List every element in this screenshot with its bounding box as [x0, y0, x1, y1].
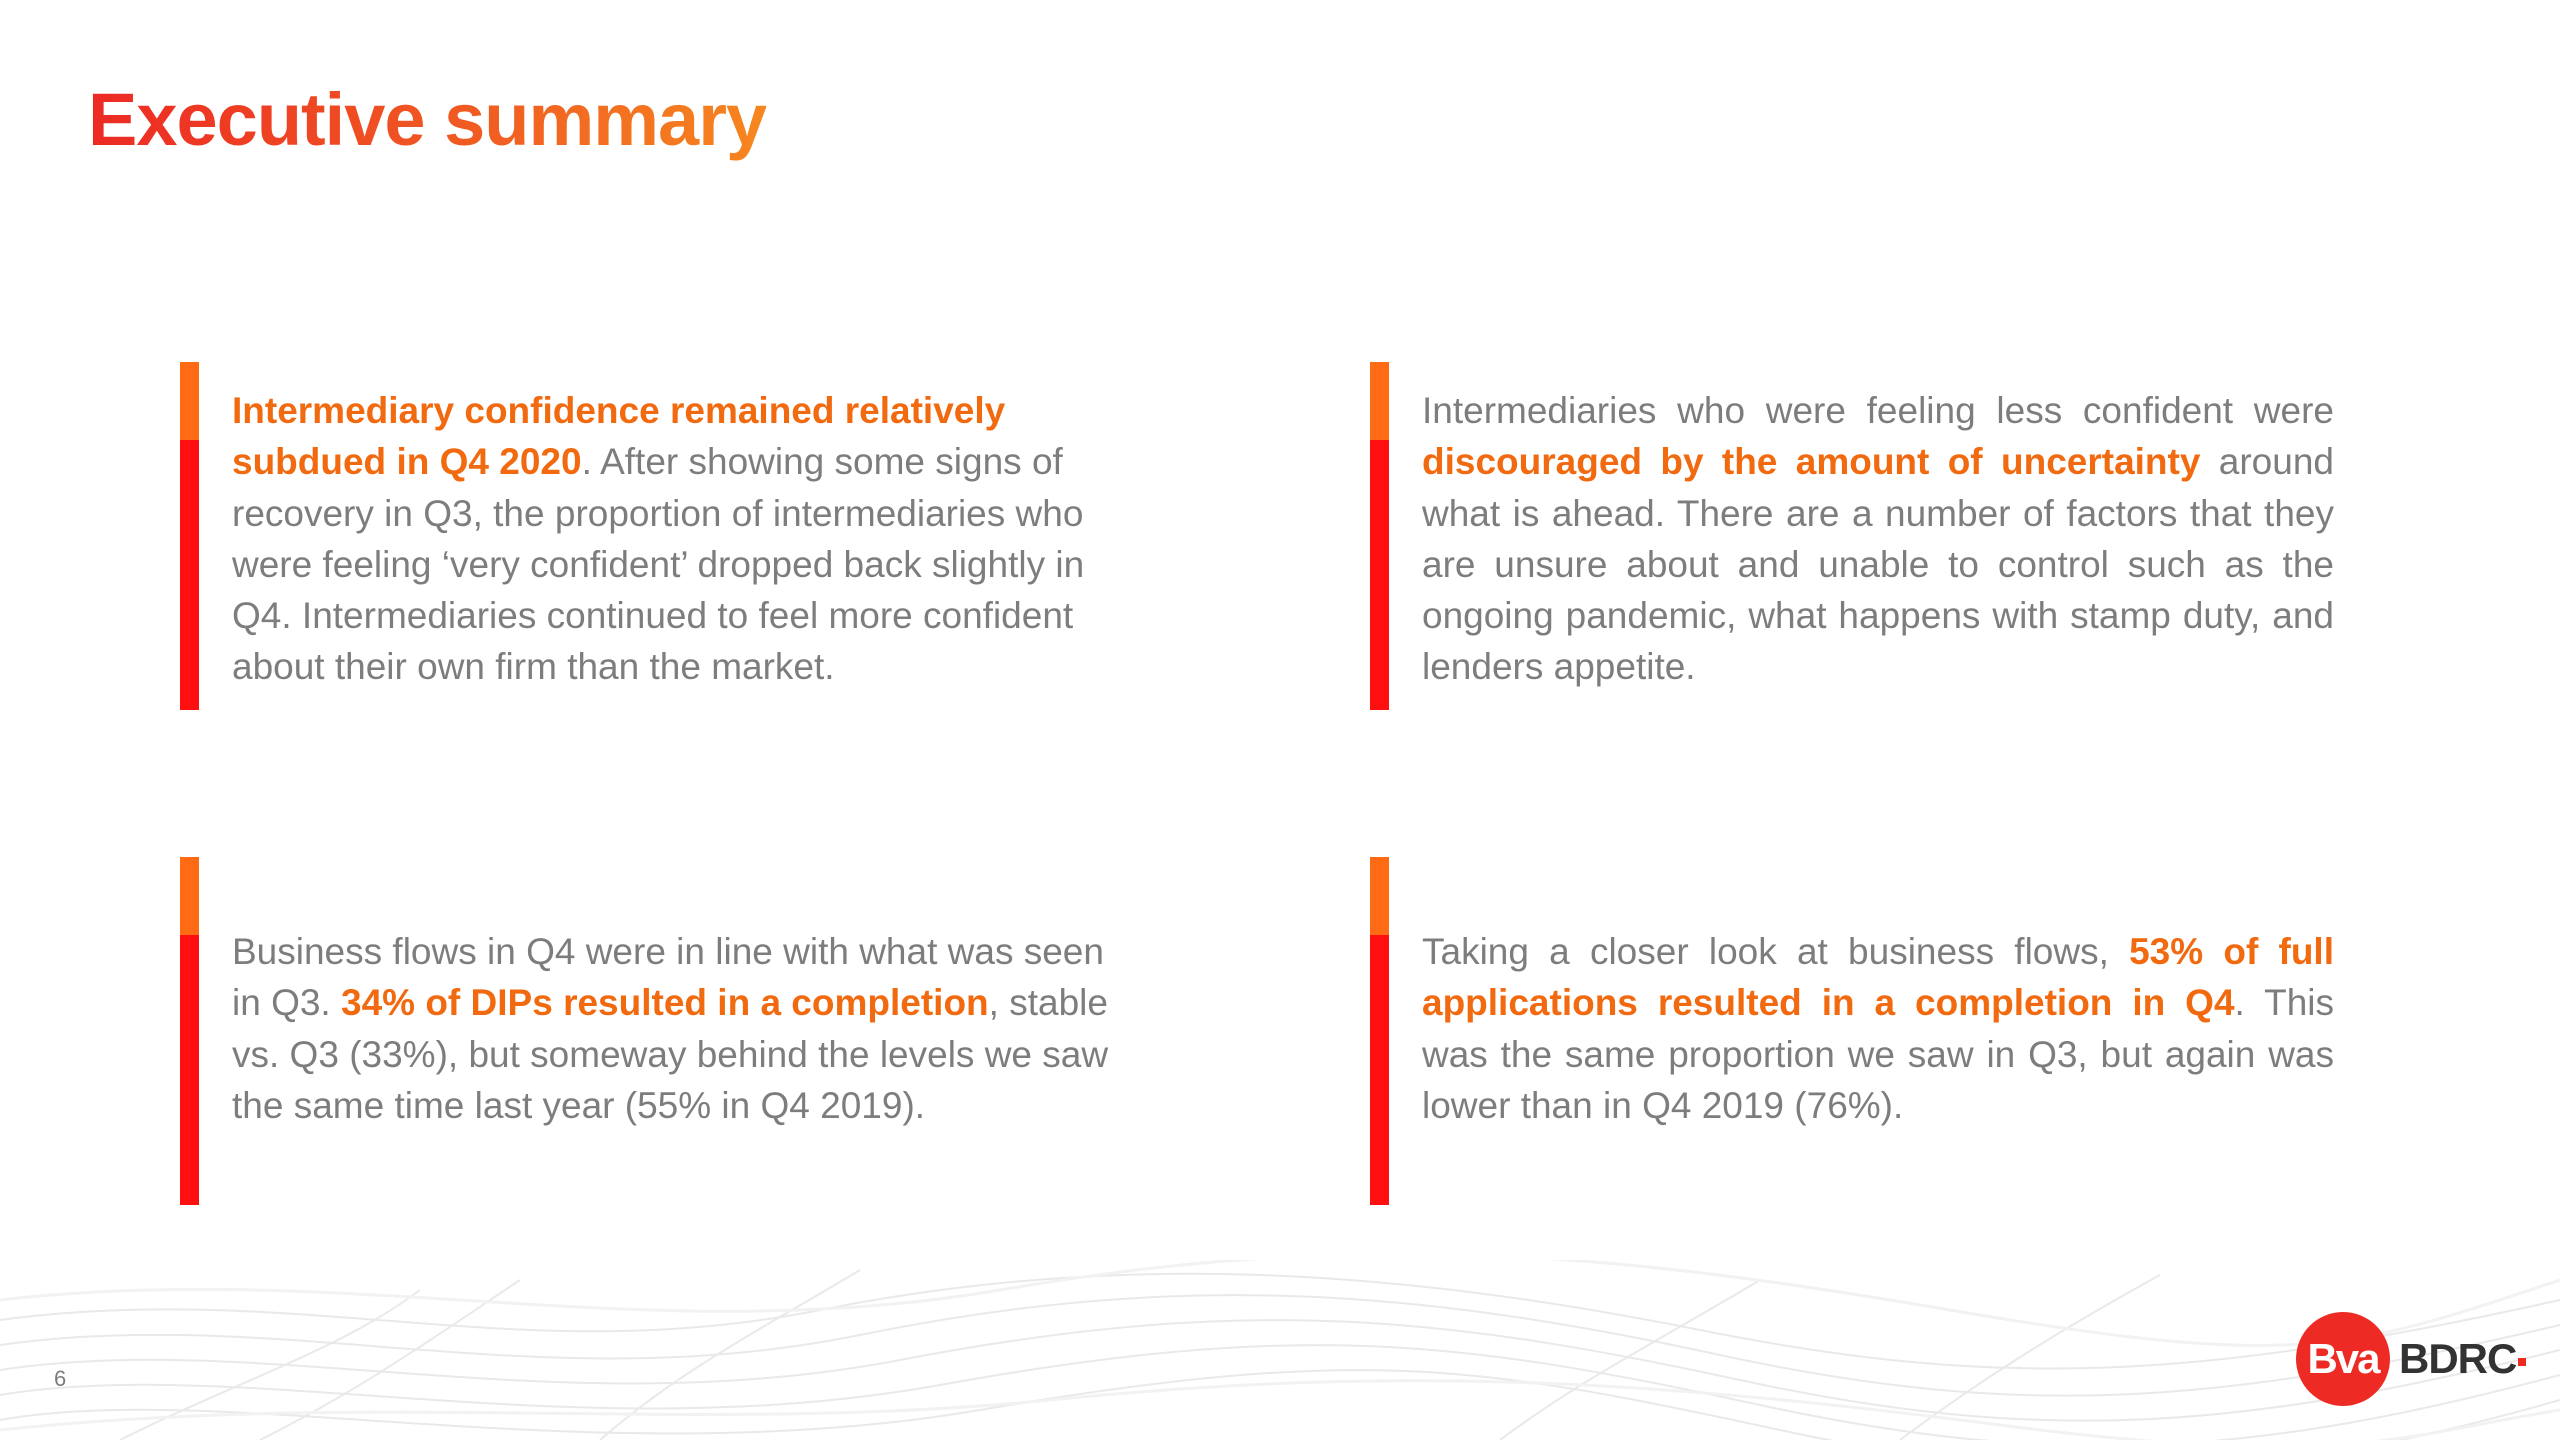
summary-text	[232, 385, 1137, 693]
body-text: Taking a closer look at business flows,	[1422, 931, 2130, 972]
accent-bar	[180, 857, 199, 1205]
summary-text	[232, 926, 1137, 1131]
background-wave-art	[0, 1260, 2560, 1440]
body-text: . After showing some signs of recovery in Q3, the proportion of intermediaries who were feeling ‘very confident’ dropped back slightly in Q4. Intermediaries continued to feel more confident about their own firm than the market.	[232, 441, 1085, 688]
highlight-text: discouraged by the amount of uncertainty	[1422, 441, 2201, 483]
logo-dot	[2518, 1358, 2526, 1366]
bva-bdrc-logo	[2296, 1312, 2526, 1406]
highlight-text: Intermediary confidence remained relatively subdued in Q4 2020	[232, 390, 1006, 483]
page-title: Executive summary	[88, 70, 766, 170]
summary-text	[1422, 926, 2334, 1131]
body-text: Business flows in Q4 were in line with what was seen in Q3.	[232, 931, 1104, 1024]
accent-bar	[180, 362, 199, 710]
summary-text	[1422, 385, 2334, 693]
highlight-text: 34% of DIPs resulted in a completion	[341, 982, 989, 1024]
accent-bar	[1370, 362, 1389, 710]
body-text: around what is ahead. There are a number of factors that they are unsure about and unable to control such as the ongoing pandemic, what happens with stamp duty, and lenders appetite.	[1422, 441, 2334, 688]
body-text: , stable vs. Q3 (33%), but someway behind the levels we saw the same time last year (55% in Q4 2019).	[232, 982, 1109, 1126]
logo-mark: Bva	[2296, 1312, 2390, 1406]
body-text: Intermediaries who were feeling less confident were	[1422, 390, 2334, 431]
accent-bar	[1370, 857, 1389, 1205]
page-number: 6	[54, 1366, 67, 1391]
logo-wordmark: BDRC	[2399, 1335, 2517, 1382]
highlight-text: 53% of full applications resulted in a completion in Q4	[1422, 931, 2334, 1024]
body-text: . This was the same proportion we saw in Q3, but again was lower than in Q4 2019 (76%).	[1422, 982, 2334, 1126]
